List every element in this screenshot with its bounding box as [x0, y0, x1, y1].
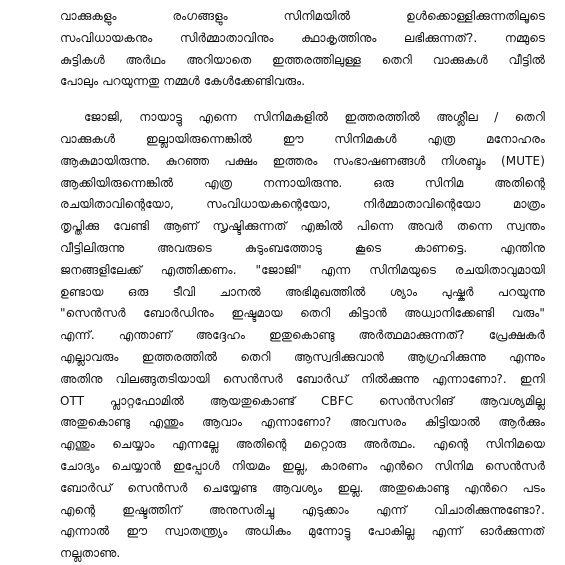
text-line: എല്ലാവരും ഇത്തരത്തിൽ തെറി ആസ്വദിക്കുവാൻ ആഗ്രഹിക്കുന്നു എന്നും — [60, 349, 545, 364]
text-line: ആക്കിയിരുന്നെങ്കിൽ എത്ര നന്നായിരുന്നു. ഒരു സിനിമ അതിന്റെ — [60, 175, 545, 190]
text-line: OTT പ്ലാറ്റഫോമിൽ ആയതുകൊണ്ട് CBFC സെൻസറിങ് ആവശ്യമില്ല — [60, 393, 545, 408]
text-line: വാക്കുകൾ ഇല്ലായിരുന്നെങ്കിൽ ഈ സിനിമകൾ എത്ര മനോഹരം — [60, 131, 545, 146]
text-line: അതുകൊണ്ടു എന്തും ആവാം എന്നാണോ? അവസരം കിട്ടിയാൽ ആർക്കും — [60, 415, 545, 430]
text-line: സംവിധായകനും സിർമ്മാതാവിനും ക്ഥാകൃത്തിനും ലഭിക്കുന്നത്?. നമ്മുടെ — [60, 30, 545, 45]
text-line: "സെൻസർ ബോർഡിനും ഇഷ്ടമായ തെറി കിട്ടാൻ അധ്വാനിക്കേണ്ടി വരും" — [60, 306, 545, 321]
text-line: തൃപ്തിക്കു വേണ്ടി ആണ് സൃഷ്ടിക്കുന്നത് എങ്കിൽ പിന്നെ അവർ തന്നെ സ്വന്തം — [60, 219, 545, 234]
text-line: എന്ന്. എന്താണ് അദ്ദേഹം ഇതുകൊണ്ടു അർത്ഥമാക്കുന്നത്? പ്രേക്ഷകർ — [60, 328, 545, 343]
text-line: ചോദ്യം ചെയ്യാൻ ഇപ്പോൾ നിയമം ഇല്ല, കാരണം എൻറെ സിനിമ സെൻസർ — [60, 458, 545, 473]
text-line: എന്നാൽ ഈ സ്വാതന്ത്ര്യം അധികം മുന്നോട്ടു പോകില്ല എന്ന് ഓർക്കുന്നത് — [60, 524, 545, 539]
text-line: അതിനു വിലങ്ങുതടിയായി സെൻസർ ബോർഡ് നിൽക്കുന്നു എന്നാണോ?. ഇനി — [60, 371, 545, 386]
paragraph-1 — [60, 6, 545, 93]
text-line: ആകുമായിരുന്നു. കുറഞ്ഞ പക്ഷം ഇത്തരം സംഭാഷണങ്ങൾ നിശബ്ദം (MUTE) — [60, 153, 545, 168]
text-line: എന്തും ചെയ്യാം എന്നല്ലേ അതിന്റെ മറ്റൊരു അർത്ഥം. എന്റെ സിനിമയെ — [60, 437, 545, 452]
paragraph-2 — [60, 107, 545, 565]
text-line: എന്റെ ഇഷ്ടത്തിന് അനുസരിച്ചു എടുക്കാം എന്ന് വിചാരിക്കുന്നുണ്ടോ?. — [60, 502, 545, 517]
text-line: ജനങ്ങളിലേക്ക് എത്തിക്കണം. "ജോജി" എന്ന സിനിമയുടെ രചയിതാവുമായി — [60, 262, 545, 277]
text-line: രചയിതാവിന്റെയോ, സംവിധായകന്റെയോ, നിർമ്മാതാവിന്റെയോ മാത്രം — [60, 197, 545, 212]
text-line: ബോർഡ് സെൻസർ ചെയ്യേണ്ട ആവശ്യം ഇല്ല. അതുകൊണ്ടു എൻറെ പടം — [60, 480, 545, 495]
text-line: കുട്ടികൾ അർഥം അറിയാതെ ഇത്തരത്തിലുള്ള തെറി വാക്കുകൾ വീട്ടിൽ — [60, 52, 545, 67]
text-line: വാക്കുകളും രംഗങ്ങളും സിനിമയിൽ ഉൾക്കൊള്ളിക്കുന്നതിലൂടെ — [60, 9, 545, 23]
paragraph-gap — [60, 93, 545, 107]
text-line: പോലും പറയുന്നതു നമ്മൾ കേൾക്കേണ്ടിവരും. — [60, 74, 306, 89]
text-line: നല്ലതാണു. — [60, 546, 121, 561]
text-line: ഉണ്ടായ ഒരു ടീവി ചാനൽ അഭിമുഖത്തിൽ ശ്യാം പുഷ്കർ പറയുന്നു — [60, 284, 545, 299]
text-line: ജോജി, നായാട്ടു എന്നെ സിനിമകളിൽ ഇത്തരത്തിൽ അശ്ലീല / തെറി — [84, 110, 545, 125]
text-line: വീട്ടിലിരുന്നു അവരുടെ കുടുംബത്തോടു കൂടെ കാണട്ടെ. എന്തിനു — [60, 240, 545, 255]
